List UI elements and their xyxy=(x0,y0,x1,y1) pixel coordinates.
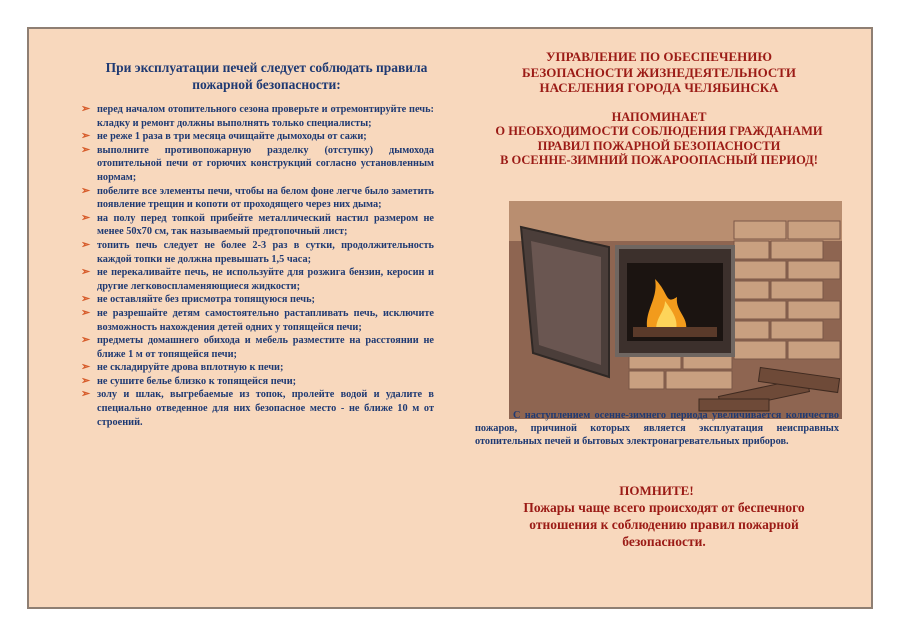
stove-fire-photo xyxy=(509,201,842,419)
rule-item: ➢ выполните противопожарную разделку (отступку) дымохода отопительной печи от горючих конструкций согласно установленным нормам; xyxy=(81,143,434,183)
arrow-bullet-icon: ➢ xyxy=(81,130,91,143)
stove-illustration xyxy=(509,201,842,419)
leaflet-page xyxy=(27,27,873,609)
arrow-bullet-icon: ➢ xyxy=(81,374,91,387)
arrow-bullet-icon: ➢ xyxy=(81,184,91,197)
org-name: УПРАВЛЕНИЕ ПО ОБЕСПЕЧЕНИЮ БЕЗОПАСНОСТИ ЖИЗНЕДЕЯТЕЛЬНОСТИ НАСЕЛЕНИЯ ГОРОДА ЧЕЛЯБИНСКА xyxy=(521,49,797,95)
info-paragraph: С наступлением осенне-зимнего периода увеличивается количество пожаров, причиной которых является эксплуатация неисправных отопительных печей и бытовых электронагревательных приборов. xyxy=(475,410,839,448)
rule-item: ➢ не сушите белье близко к топящейся печи; xyxy=(81,374,297,387)
arrow-bullet-icon: ➢ xyxy=(81,361,91,374)
arrow-bullet-icon: ➢ xyxy=(81,293,91,306)
rule-item: ➢ не оставляйте без присмотра топящуюся печь; xyxy=(81,293,315,306)
rule-item: ➢ перед началом отопительного сезона проверьте и отремонтируйте печь: кладку и ремонт должны выполнять только специалисты; xyxy=(81,103,434,129)
rule-item: ➢ золу и шлак, выгребаемые из топок, пролейте водой и удалите в специально отведенное для них безопасное место - не ближе 10 м от строений. xyxy=(81,388,434,428)
reminder-heading: НАПОМИНАЕТ О НЕОБХОДИМОСТИ СОБЛЮДЕНИЯ ГРАЖДАНАМИ ПРАВИЛ ПОЖАРНОЙ БЕЗОПАСНОСТИ В ОСЕННЕ-ЗИМНИЙ ПОЖАРООПАСНЫЙ ПЕРИОД! xyxy=(495,109,823,167)
rule-item: ➢ не разрешайте детям самостоятельно растапливать печь, исключите возможность нахождения детей одних у топящейся печи; xyxy=(81,306,434,333)
arrow-bullet-icon: ➢ xyxy=(81,238,91,251)
arrow-bullet-icon: ➢ xyxy=(81,266,91,279)
rule-item: ➢ побелите все элементы печи, чтобы на белом фоне легче было заметить появление трещин и копоти от проходящего через них дыма; xyxy=(81,184,434,211)
rule-item: ➢ на полу перед топкой прибейте металлический настил размером не менее 50х70 см, так называемый предтопочный лист; xyxy=(81,211,434,238)
remember-title: ПОМНИТЕ! xyxy=(619,483,694,498)
rule-item: ➢ не перекаливайте печь, не используйте для розжига бензин, керосин и другие легковоспламеняющиеся жидкости; xyxy=(81,266,434,292)
rule-item: ➢ не реже 1 раза в три месяца очищайте дымоходы от сажи; xyxy=(81,130,367,143)
arrow-bullet-icon: ➢ xyxy=(81,334,91,347)
left-column xyxy=(79,59,434,429)
right-column xyxy=(469,49,849,168)
rule-item: ➢ не складируйте дрова вплотную к печи; xyxy=(81,361,284,374)
arrow-bullet-icon: ➢ xyxy=(81,211,91,224)
rule-item: ➢ предметы домашнего обихода и мебель разместите на расстоянии не ближе 1 м от топящейся печи; xyxy=(81,334,434,360)
rule-item: ➢ топить печь следует не более 2-3 раз в сутки, продолжительность каждой топки не должна превышать 1,5 часа; xyxy=(81,238,434,265)
arrow-bullet-icon: ➢ xyxy=(81,103,91,115)
rules-list xyxy=(79,103,434,429)
remember-text: Пожары чаще всего происходят от беспечного отношения к соблюдению правил пожарной безопасности. xyxy=(523,500,805,549)
arrow-bullet-icon: ➢ xyxy=(81,388,91,401)
arrow-bullet-icon: ➢ xyxy=(81,306,91,319)
left-title: При эксплуатации печей следует соблюдать правила пожарной безопасности: xyxy=(105,60,428,92)
arrow-bullet-icon: ➢ xyxy=(81,143,91,156)
